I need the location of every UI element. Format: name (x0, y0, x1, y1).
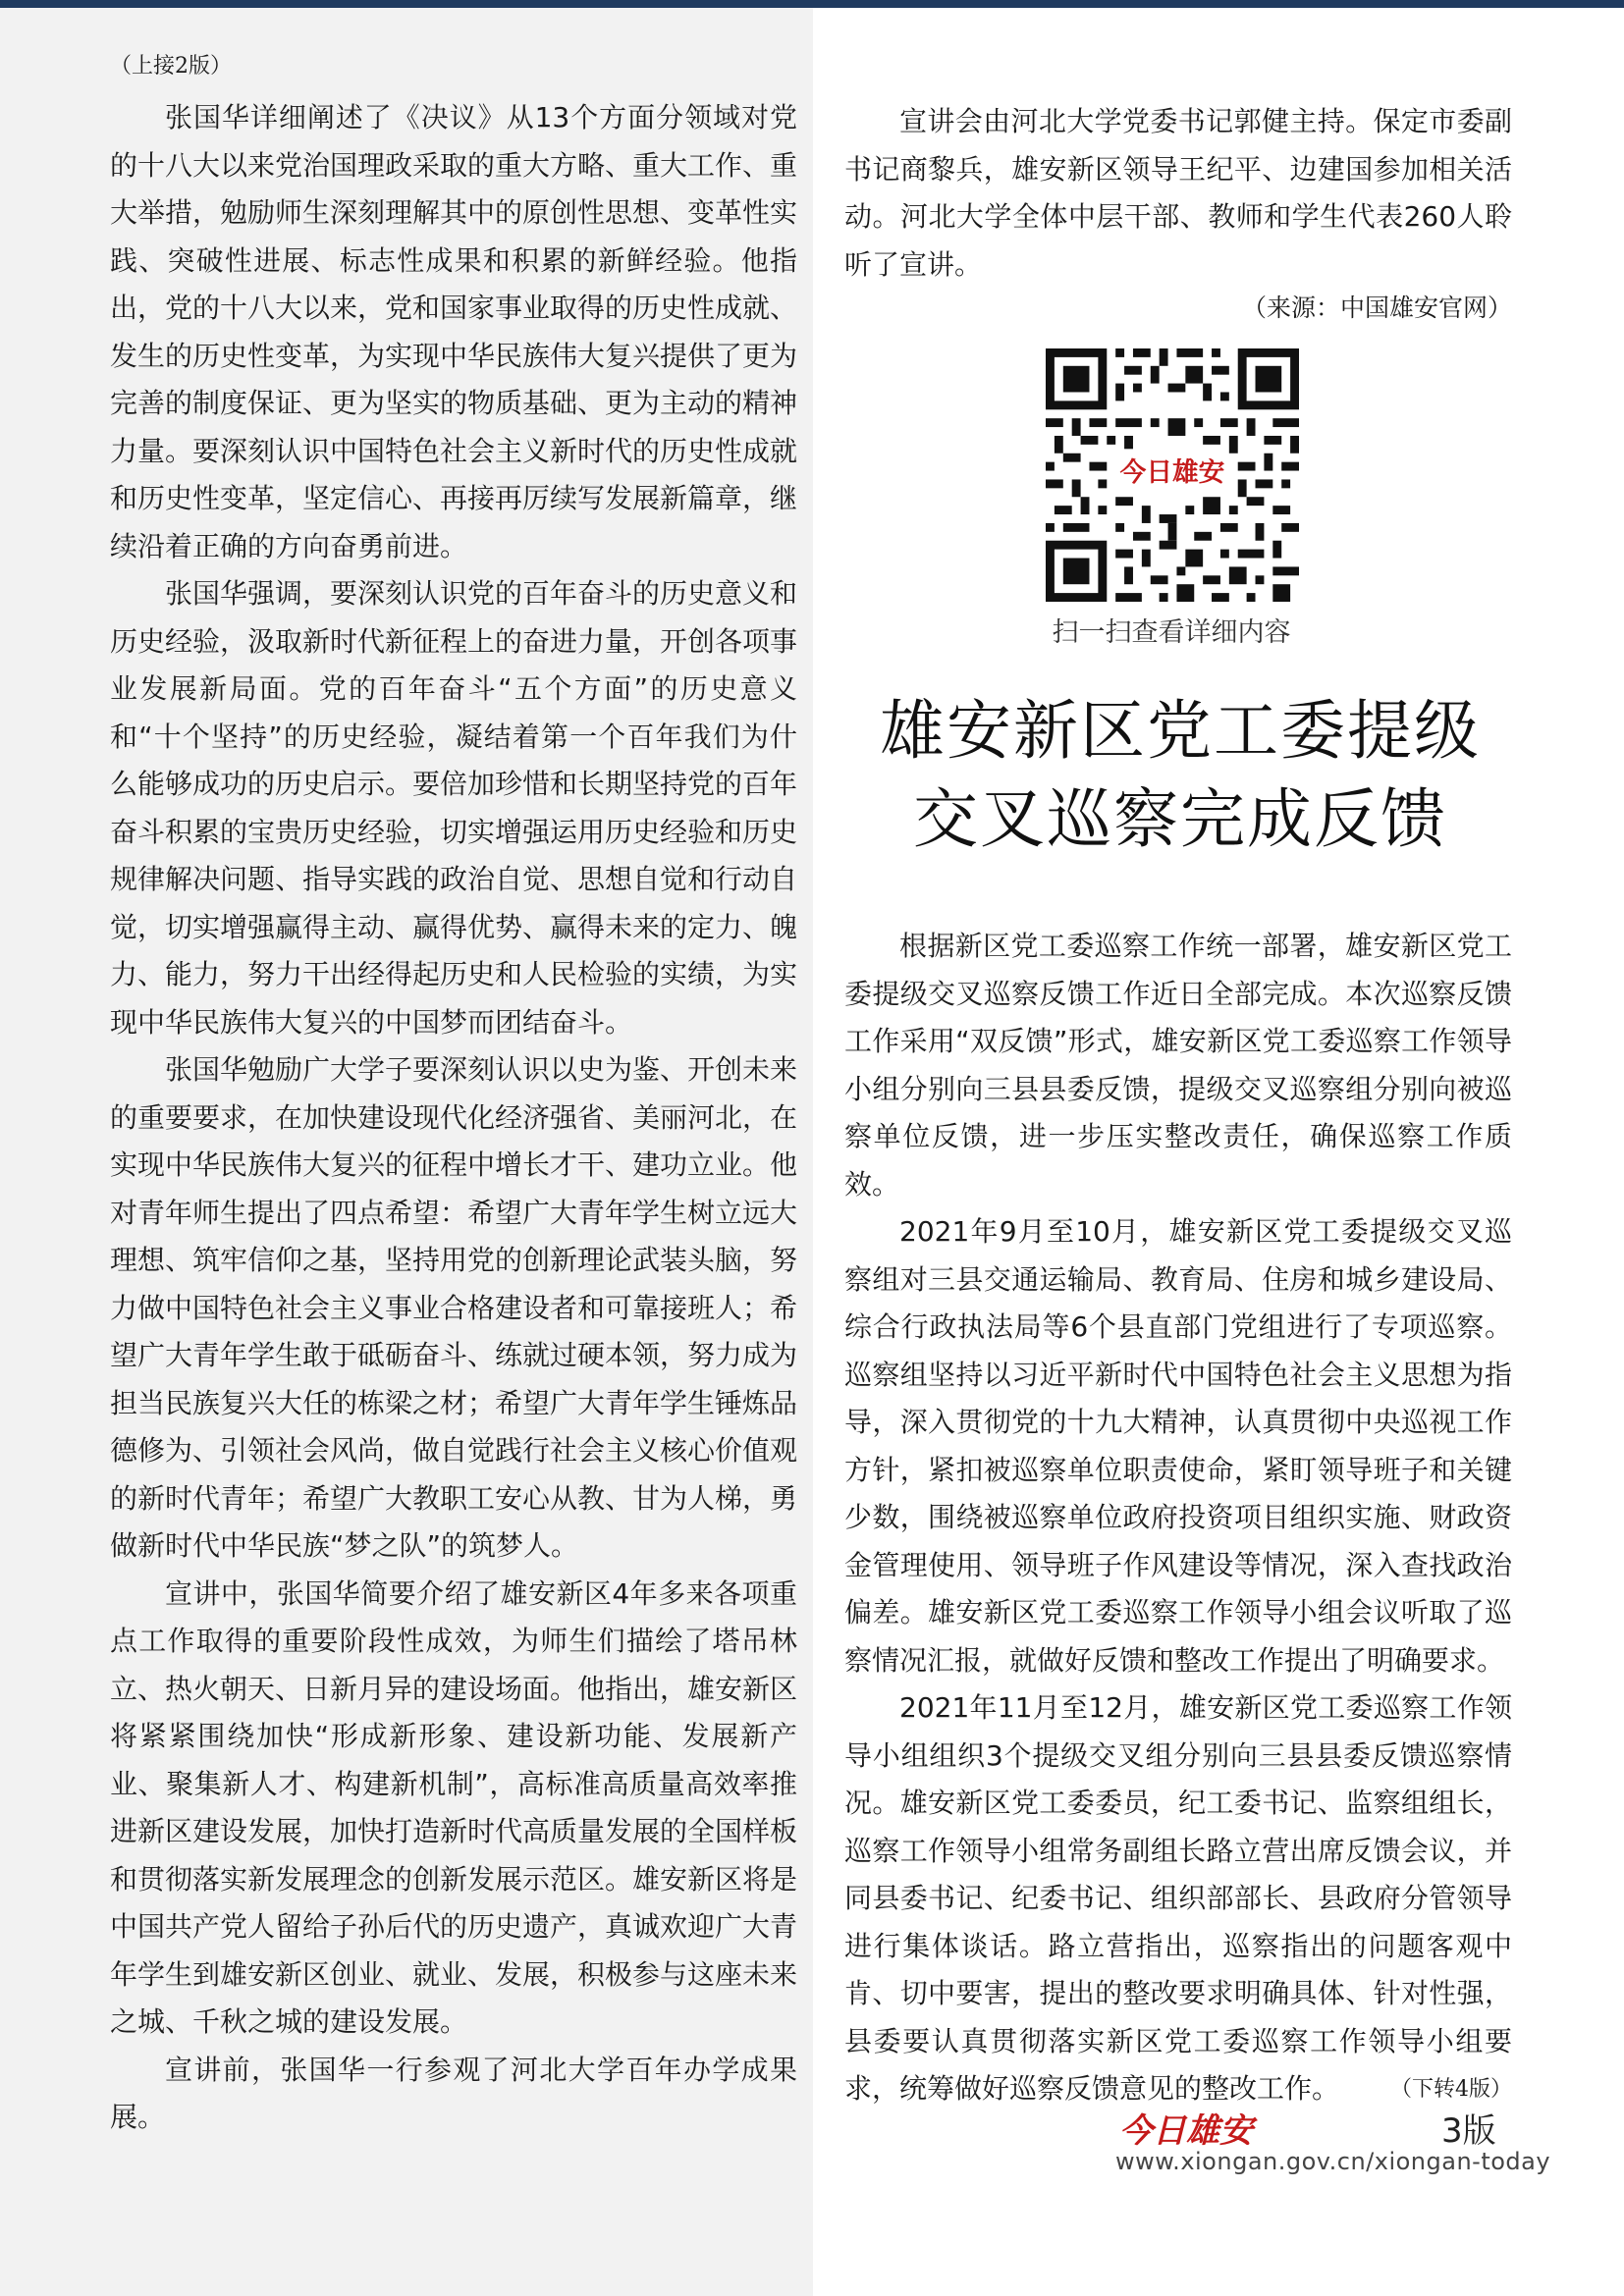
footer-url-link[interactable]: www.xiongan.gov.cn/xiongan-today (1115, 2148, 1551, 2175)
qr-caption: 扫一扫查看详细内容 (1052, 617, 1291, 648)
left-paragraph: 张国华详细阐述了《决议》从13个方面分领域对党的十八大以来党治国理政采取的重大方略、重大工作、重大举措，勉励师生深刻理解其中的原创性思想、变革性实践、突破性进展、标志性成果和积累的新鲜经验。他指出，党的十八大以来，党和国家事业取得的历史性成就、发生的历史性变革，为实现中华民族伟大复兴提供了更为完善的制度保证、更为坚实的物质基础、更为主动的精神力量。要深刻认识中国特色社会主义新时代的历史性成就和历史性变革，坚定信心、再接再厉续写发展新篇章，继续沿着正确的方向奋勇前进。 (110, 101, 798, 562)
qr-code[interactable] (1046, 348, 1299, 602)
headline-line-2: 交叉巡察完成反馈 (913, 781, 1447, 857)
right-column-top (844, 98, 1512, 328)
qr-code-icon (1046, 348, 1299, 602)
article-paragraph: 根据新区党工委巡察工作统一部署，雄安新区党工委提级交叉巡察反馈工作近日全部完成。本次巡察反馈工作采用“双反馈”形式，雄安新区党工委巡察工作领导小组分别向三县县委反馈，提级交叉巡察组分别向被巡察单位反馈，进一步压实整改责任，确保巡察工作质效。 (844, 930, 1512, 1201)
article-headline (846, 687, 1514, 864)
left-paragraph: 宣讲前，张国华一行参观了河北大学百年办学成果展。 (110, 2053, 797, 2133)
top-bar (0, 0, 1624, 8)
continued-from-note: （上接2版） (110, 54, 232, 79)
qr-center-label: 今日雄安 (1119, 457, 1225, 489)
article-paragraph: 2021年9月至10月，雄安新区党工委提级交叉巡察组对三县交通运输局、教育局、住房和城乡建设局、综合行政执法局等6个县直部门党组进行了专项巡察。巡察组坚持以习近平新时代中国特色社会主义思想为指导，深入贯彻党的十九大精神，认真贯彻中央巡视工作方针，紧扣被巡察单位职责使命，紧盯领导班子和关键少数，围绕被巡察单位政府投资项目组织实施、财政资金管理使用、领导班子作风建设等情况，深入查找政治偏差。雄安新区党工委巡察工作领导小组会议听取了巡察情况汇报，就做好反馈和整改工作提出了明确要求。 (844, 1215, 1512, 1677)
page-number: 3版 (1441, 2111, 1496, 2151)
source-note: （来源：中国雄安官网） (1241, 294, 1512, 322)
left-column (110, 47, 797, 2142)
left-paragraph: 宣讲中，张国华简要介绍了雄安新区4年多来各项重点工作取得的重要阶段性成效，为师生们描绘了塔吊林立、热火朝天、日新月异的建设场面。他指出，雄安新区将紧紧围绕加快“形成新形象、建设新功能、发展新产业、聚集新人才、构建新机制”，高标准高质量高效率推进新区建设发展，加快打造新时代高质量发展的全国样板和贯彻落实新发展理念的创新发展示范区。雄安新区将是中国共产党人留给子孙后代的历史遗产，真诚欢迎广大青年学生到雄安新区创业、就业、发展，积极参与这座未来之城、千秋之城的建设发展。 (110, 1576, 798, 2038)
left-paragraph: 张国华强调，要深刻认识党的百年奋斗的历史意义和历史经验，汲取新时代新征程上的奋进力量，开创各项事业发展新局面。党的百年奋斗“五个方面”的历史意义和“十个坚持”的历史经验，凝结着第一个百年我们为什么能够成功的历史启示。要倍加珍惜和长期坚持党的百年奋斗积累的宝贵历史经验，切实增强运用历史经验和历史规律解决问题、指导实践的政治自觉、思想自觉和行动自觉，切实增强赢得主动、赢得优势、赢得未来的定力、魄力、能力，努力干出经得起历史和人民检验的实绩，为实现中华民族伟大复兴的中国梦而团结奋斗。 (110, 577, 798, 1039)
article-paragraph: 2021年11月至12月，雄安新区党工委巡察工作领导小组组织3个提级交叉组分别向三县县委反馈巡察情况。雄安新区党工委委员，纪工委书记、监察组组长，巡察工作领导小组常务副组长路立营出席反馈会议，并同县委书记、纪委书记、组织部部长、县政府分管领导进行集体谈话。路立营指出，巡察指出的问题客观中肯、切中要害，提出的整改要求明确具体、针对性强，县委要认真贯彻落实新区党工委巡察工作领导小组要求，统筹做好巡察反馈意见的整改工作。 (844, 1691, 1512, 2105)
right-top-paragraph: 宣讲会由河北大学党委书记郭健主持。保定市委副书记商黎兵，雄安新区领导王纪平、边建国参加相关活动。河北大学全体中层干部、教师和学生代表260人聆听了宣讲。 (844, 105, 1512, 281)
footer-logo: 今日雄安 (1119, 2111, 1253, 2151)
left-paragraph: 张国华勉励广大学子要深刻认识以史为鉴、开创未来的重要要求，在加快建设现代化经济强省、美丽河北，在实现中华民族伟大复兴的征程中增长才干、建功立业。他对青年师生提出了四点希望：希望广大青年学生树立远大理想、筑牢信仰之基，坚持用党的创新理论武装头脑，努力做中国特色社会主义事业合格建设者和可靠接班人；希望广大青年学生敢于砥砺奋斗、练就过硬本领，努力成为担当民族复兴大任的栋梁之材；希望广大青年学生锤炼品德修为、引领社会风尚，做自觉践行社会主义核心价值观的新时代青年；希望广大教职工安心从教、甘为人梯，勇做新时代中华民族“梦之队”的筑梦人。 (110, 1053, 798, 1562)
article-body (844, 923, 1512, 2109)
continued-to-note: （下转4版） (1390, 2076, 1512, 2102)
headline-line-1: 雄安新区党工委提级 (880, 693, 1481, 769)
